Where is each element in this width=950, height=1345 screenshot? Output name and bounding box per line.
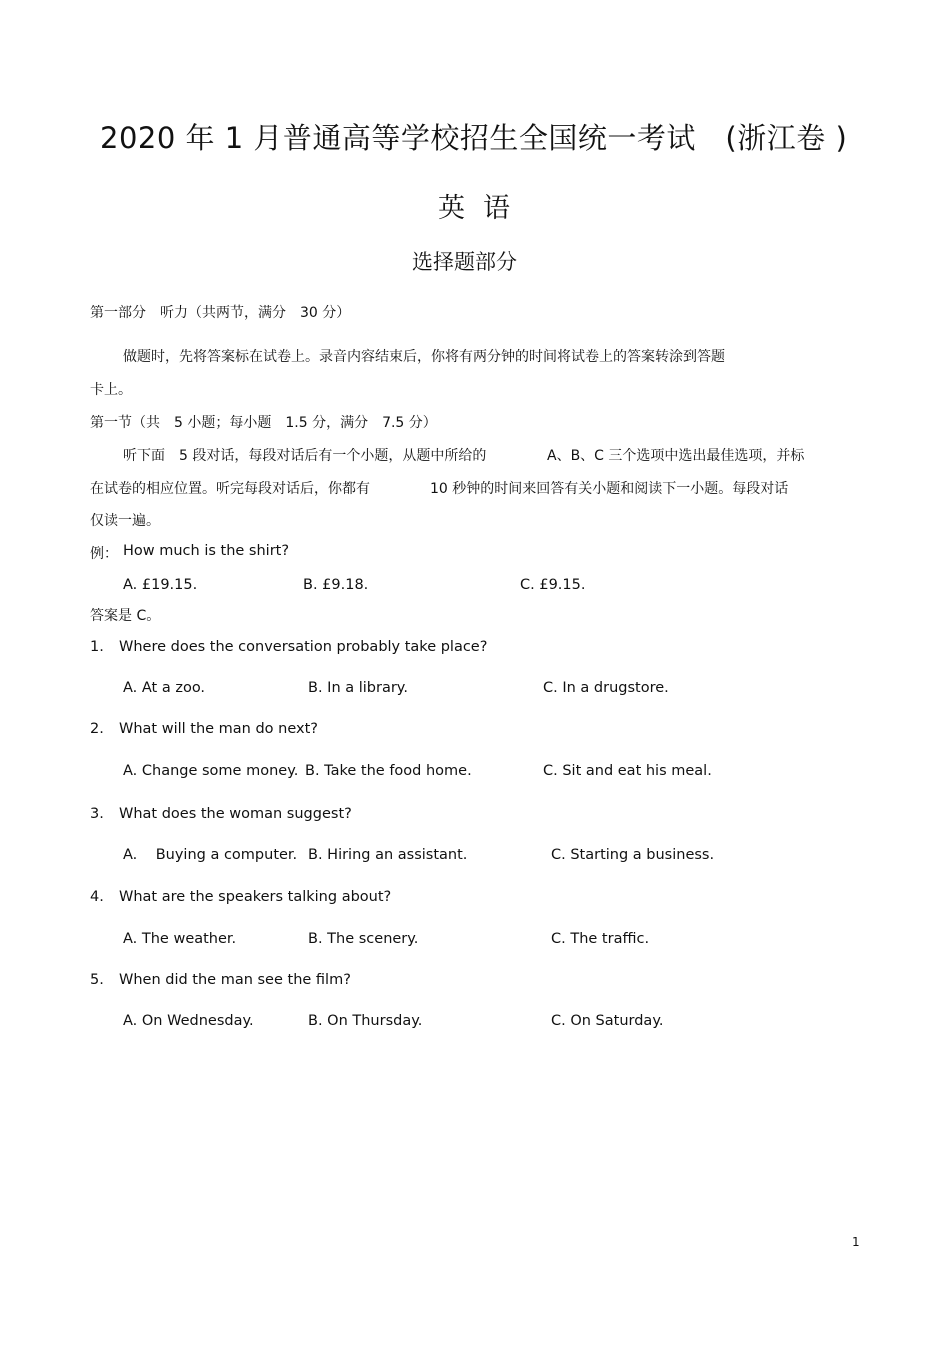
question-text: Where does the conversation probably take place? [119, 639, 488, 655]
page-number: 1 [852, 1235, 860, 1249]
directions-line-2a: 在试卷的相应位置。听完每段对话后，你都有 [90, 481, 370, 497]
option-a: A. Change some money. [123, 763, 299, 779]
directions-line-3: 仅读一遍。 [90, 513, 160, 529]
option-a: A. The weather. [123, 931, 237, 947]
question-text: What are the speakers talking about? [119, 889, 392, 905]
question-text: What will the man do next? [119, 721, 318, 737]
option-b: B. In a library. [308, 680, 408, 696]
option-c: C. The traffic. [551, 931, 650, 947]
option-a: A. On Wednesday. [123, 1013, 254, 1029]
section-heading: 第一部分 听力（共两节，满分 30 分） [90, 305, 351, 321]
example-answer: 答案是 C。 [90, 608, 161, 624]
option-b: B. Hiring an assistant. [308, 847, 468, 863]
directions-line-2b: 10 秒钟的时间来回答有关小题和阅读下一小题。每段对话 [430, 481, 789, 497]
option-c: C. On Saturday. [551, 1013, 664, 1029]
directions-line-1a: 听下面 5 段对话，每段对话后有一个小题，从题中所给的 [123, 448, 487, 464]
question-number: 3. [90, 806, 104, 822]
section-instruction-line-1: 做题时，先将答案标在试卷上。录音内容结束后，你将有两分钟的时间将试卷上的答案转涂到答题 [123, 349, 725, 365]
question-number: 1. [90, 639, 104, 655]
question-number: 4. [90, 889, 104, 905]
section-instruction-line-2: 卡上。 [90, 382, 132, 398]
directions-line-1b: A、B、C 三个选项中选出最佳选项，并标 [547, 448, 805, 464]
option-a: A. Buying a computer. [123, 847, 298, 863]
option-b: B. On Thursday. [308, 1013, 423, 1029]
option-b: B. The scenery. [308, 931, 419, 947]
option-c: C. In a drugstore. [543, 680, 669, 696]
question-text: When did the man see the film? [119, 972, 351, 988]
example-option-b: B. £9.18. [303, 577, 369, 593]
question-number: 2. [90, 721, 104, 737]
question-number: 5. [90, 972, 104, 988]
part-title: 选择题部分 [412, 250, 517, 274]
example-question: How much is the shirt? [123, 543, 290, 559]
example-prefix: 例： [90, 546, 118, 562]
option-c: C. Sit and eat his meal. [543, 763, 712, 779]
example-option-c: C. £9.15. [520, 577, 586, 593]
option-b: B. Take the food home. [305, 763, 472, 779]
option-a: A. At a zoo. [123, 680, 206, 696]
subject-title: 英语 [438, 193, 528, 224]
subsection-heading: 第一节（共 5 小题；每小题 1.5 分，满分 7.5 分） [90, 415, 437, 431]
exam-title: 2020 年 1 月普通高等学校招生全国统一考试 (浙江卷 ) [100, 121, 848, 155]
question-text: What does the woman suggest? [119, 806, 352, 822]
example-option-a: A. £19.15. [123, 577, 198, 593]
option-c: C. Starting a business. [551, 847, 715, 863]
